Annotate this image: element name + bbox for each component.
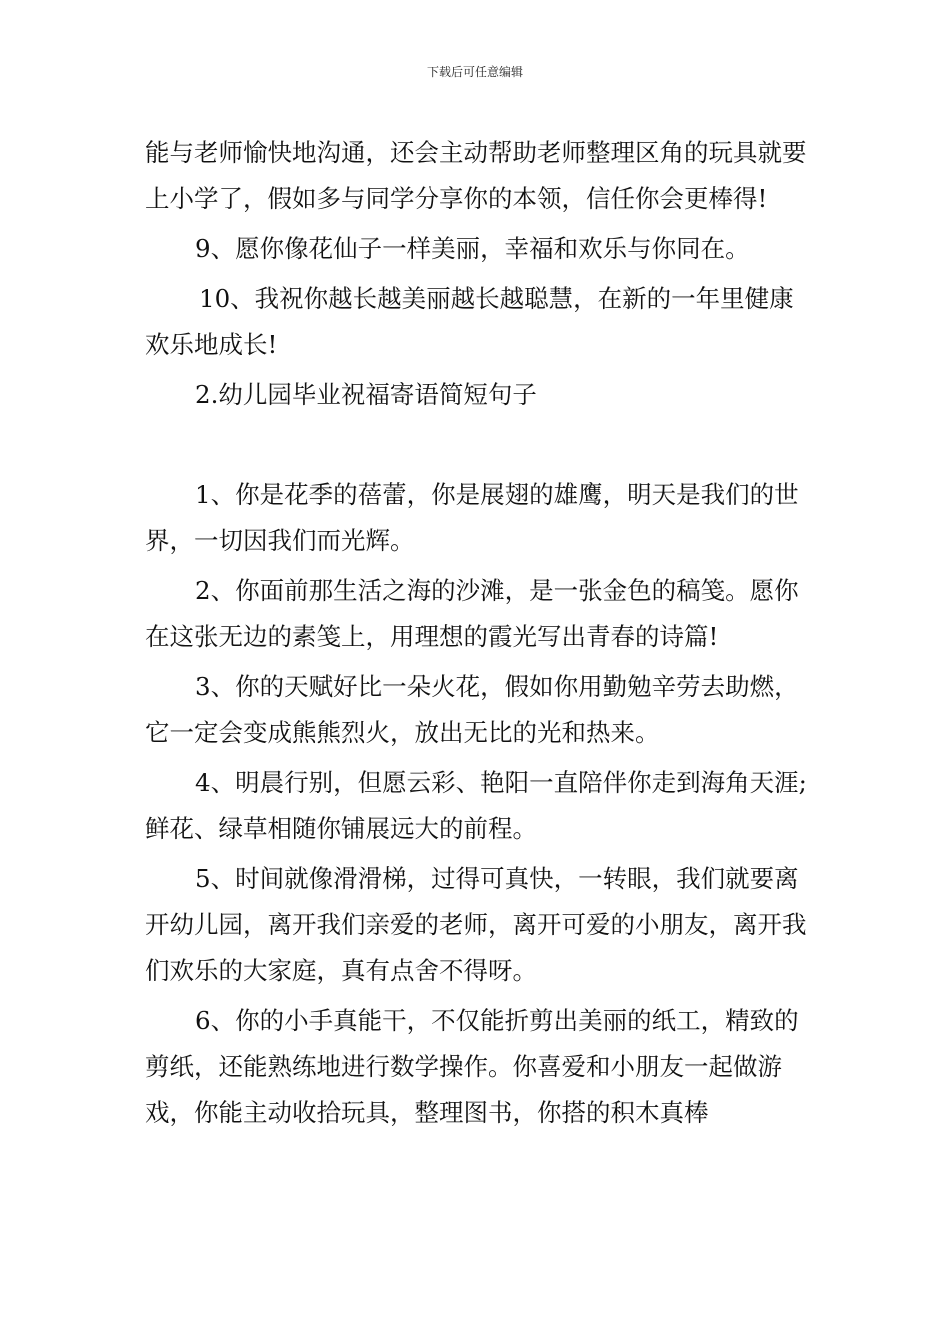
paragraph-item-2: 2、你面前那生活之海的沙滩，是一张金色的稿笺。愿你在这张无边的素笺上，用理想的霞光写出青春的诗篇! bbox=[145, 576, 799, 651]
page-header: 下载后可任意编辑 bbox=[426, 65, 523, 79]
section-heading: 2.幼儿园毕业祝福寄语简短句子 bbox=[195, 380, 537, 409]
paragraph-item-10: 10、我祝你越长越美丽越长越聪慧，在新的一年里健康欢乐地成长! bbox=[145, 284, 794, 359]
paragraph-item-3: 3、你的天赋好比一朵火花，假如你用勤勉辛劳去助燃，它一定会变成熊熊烈火，放出无比的光和热来。 bbox=[145, 672, 799, 747]
paragraph-item-5: 5、时间就像滑滑梯，过得可真快，一转眼，我们就要离开幼儿园，离开我们亲爱的老师，离开可爱的小朋友，离开我们欢乐的大家庭，真有点舍不得呀。 bbox=[145, 864, 807, 985]
paragraph-item-9: 9、愿你像花仙子一样美丽，幸福和欢乐与你同在。 bbox=[195, 234, 750, 263]
paragraph-continuation: 能与老师愉快地沟通，还会主动帮助老师整理区角的玩具就要上小学了，假如多与同学分享你的本领，信任你会更棒得! bbox=[145, 138, 807, 213]
blank-line bbox=[145, 422, 815, 472]
paragraph-item-1: 1、你是花季的蓓蕾，你是展翅的雄鹰，明天是我们的世界，一切因我们而光辉。 bbox=[145, 480, 799, 555]
paragraph-item-4: 4、明晨行别，但愿云彩、艳阳一直陪伴你走到海角天涯;鲜花、绿草相随你铺展远大的前程。 bbox=[145, 768, 807, 843]
paragraph-item-6: 6、你的小手真能干，不仅能折剪出美丽的纸工，精致的剪纸，还能熟练地进行数学操作。你喜爱和小朋友一起做游戏，你能主动收拾玩具，整理图书，你搭的积木真棒 bbox=[145, 1006, 799, 1127]
document-body bbox=[145, 130, 815, 1140]
